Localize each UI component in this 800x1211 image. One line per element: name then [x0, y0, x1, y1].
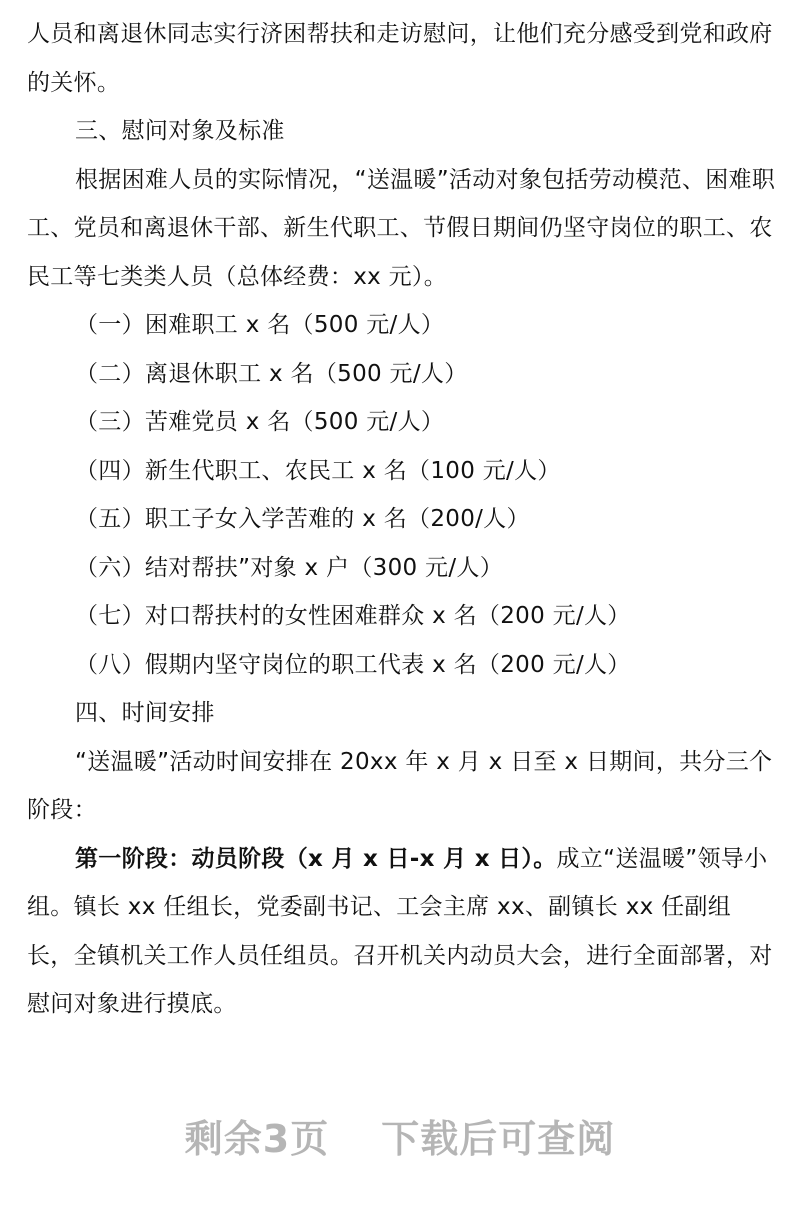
list-item: （七）对口帮扶村的女性困难群众 x 名（200 元/人） [75, 603, 631, 629]
document-body [27, 10, 777, 1029]
download-hint-label: 下载后可查阅 [381, 1117, 616, 1161]
list-item: （五）职工子女入学苦难的 x 名（200/人） [75, 506, 530, 532]
paragraph-intro-continued: 人员和离退休同志实行济困帮扶和走访慰问，让他们充分感受到党和政府的关怀。 [27, 21, 773, 96]
list-item: （八）假期内坚守岗位的职工代表 x 名（200 元/人） [75, 651, 631, 678]
paragraph-scope: 根据困难人员的实际情况，“送温暖”活动对象包括劳动模范、困难职工、党员和离退休干部、新生代职工、节假日期间仍坚守岗位的职工、农民工等七类类人员（总体经费：xx 元）。 [27, 166, 776, 290]
download-banner [0, 1108, 800, 1163]
list-item: （二）离退休职工 x 名（500 元/人） [75, 360, 468, 387]
remaining-pages-label: 剩余3页 [184, 1117, 330, 1161]
stage-1-title: 第一阶段：动员阶段（x 月 x 日-x 月 x 日）。 [75, 845, 557, 872]
list-item: （六）结对帮扶”对象 x 户（300 元/人） [75, 554, 504, 581]
stage-1-text: 成立“送温暖”领导小组。镇长 xx 任组长，党委副书记、工会主席 xx、副镇长 xx 任副组长，全镇机关工作人员任组员。召开机关内动员大会，进行全面部署，对慰问对象进行摸底。 [27, 845, 773, 1017]
paragraph-schedule: “送温暖”活动时间安排在 20xx 年 x 月 x 日至 x 日期间，共分三个阶段： [27, 748, 773, 823]
list-item: （四）新生代职工、农民工 x 名（100 元/人） [75, 457, 561, 484]
list-item: （一）困难职工 x 名（500 元/人） [75, 312, 445, 338]
list-item: （三）苦难党员 x 名（500 元/人） [75, 409, 445, 435]
section-heading-4: 四、时间安排 [75, 700, 215, 726]
paragraph-stage-1 [27, 835, 777, 1029]
section-heading-3: 三、慰问对象及标准 [75, 118, 285, 144]
